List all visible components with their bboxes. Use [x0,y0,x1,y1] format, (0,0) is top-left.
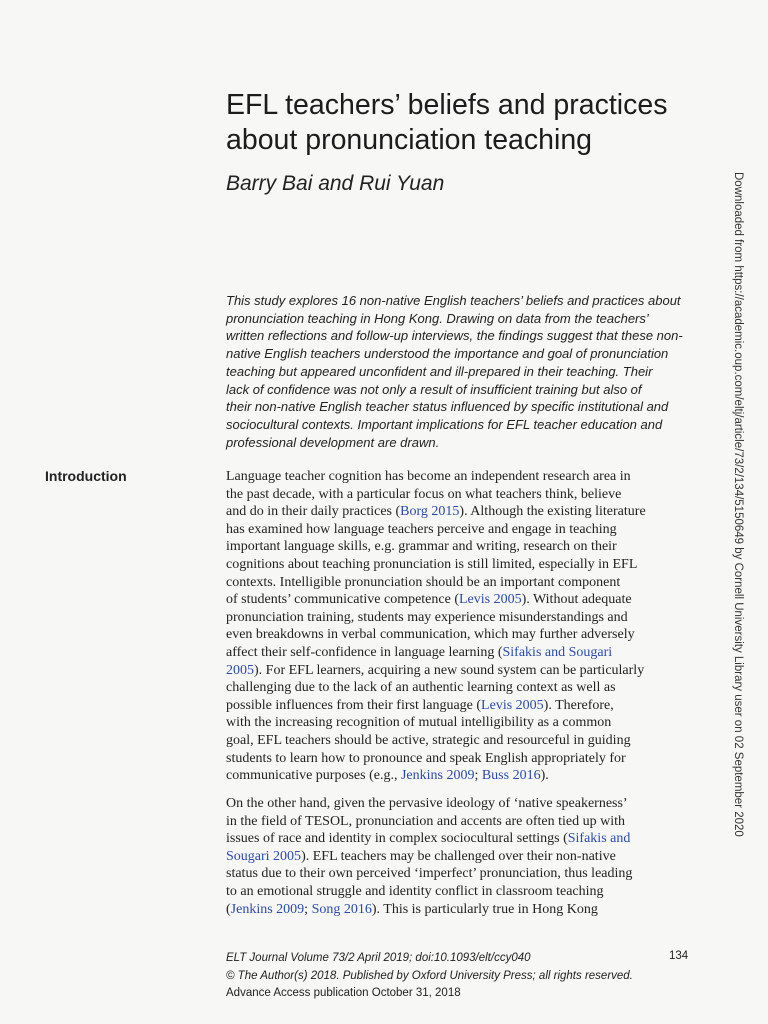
article-title-line: EFL teachers’ beliefs and practices [226,89,668,121]
paragraph-text: in the field of TESOL, pronunciation and accents are often tied up with [226,813,626,829]
abstract-line: written reflections and follow-up interviews, the findings suggest that these non- [226,328,683,344]
paragraph-text: has examined how language teachers perceive and engage in teaching [226,521,617,537]
section-heading-introduction: Introduction [45,468,127,484]
paragraph-text: the past decade, with a particular focus on what teachers think, believe [226,486,622,502]
citation-link[interactable]: Levis 2005 [459,592,522,608]
paragraph-line [226,795,696,813]
paragraph-text: ( [226,901,231,917]
paragraph-text: communicative purposes (e.g., [226,768,401,784]
body-paragraph [226,468,696,785]
paragraph-text: cognitions about teaching pronunciation is still limited, especially in EFL [226,556,638,572]
paragraph-line [226,468,696,486]
abstract [226,292,696,451]
paragraph-line [226,538,696,556]
paragraph-text: ). This is particularly true in Hong Kong [371,901,598,917]
paragraph-text: ). EFL teachers may be challenged over their non-native [301,848,616,864]
citation-link[interactable]: Song 2016 [311,901,372,917]
abstract-line: native English teachers understood the importance and goal of pronunciation [226,346,669,362]
paragraph-line [226,901,696,919]
paragraph-text: ; [474,768,482,784]
citation-link[interactable]: Jenkins 2009 [230,901,305,917]
paragraph-line [226,591,696,609]
paragraph-text: possible influences from their first language ( [226,697,482,713]
paragraph-text: pronunciation training, students may experience misunderstandings and [226,609,628,625]
citation-link[interactable]: Sifakis and Sougari [502,644,613,660]
paragraph-line [226,521,696,539]
paragraph-text: goal, EFL teachers should be active, strategic and resourceful in guiding [226,732,631,748]
article-authors: Barry Bai and Rui Yuan [226,172,445,195]
paragraph-text: ). Without adequate [521,592,632,608]
paragraph-text: affect their self-confidence in language learning ( [226,644,503,660]
paragraph-text: students to learn how to pronounce and speak English appropriately for [226,750,626,766]
paragraph-text: ). For EFL learners, acquiring a new sound system can be particularly [254,662,645,678]
paragraph-text: status due to their own perceived ‘imperfect’ pronunciation, thus leading [226,866,633,882]
paragraph-line [226,732,696,750]
paragraph-text: even breakdowns in verbal communication, which may further adversely [226,627,635,643]
paragraph-line [226,714,696,732]
abstract-line: sociocultural contexts. Important implications for EFL teacher education and [226,416,663,432]
paragraph-line [226,556,696,574]
citation-link[interactable]: Sougari 2005 [226,848,302,864]
page-number: 134 [669,950,689,962]
paragraph-line [226,574,696,592]
paragraph-text: issues of race and identity in complex sociocultural settings ( [226,831,568,847]
paragraph-line [226,679,696,697]
paragraph-line [226,750,696,768]
paragraph-line [226,626,696,644]
paragraph-line [226,662,696,680]
paragraph-line [226,767,696,785]
journal-citation: ELT Journal Volume 73/2 April 2019; doi:10.1093/elt/ccy040 [226,952,531,964]
paragraph-line [226,813,696,831]
paragraph-line [226,486,696,504]
paragraph-line [226,865,696,883]
abstract-line: professional development are drawn. [226,434,440,450]
paragraph-text: important language skills, e.g. grammar and writing, research on their [226,539,617,555]
paragraph-line [226,644,696,662]
citation-link[interactable]: Sifakis and [567,831,631,847]
paragraph-text: ). [540,768,549,784]
article-title [226,88,706,158]
citation-link[interactable]: 2005 [226,662,254,678]
citation-link[interactable]: Levis 2005 [481,697,544,713]
paragraph-text: ; [304,901,312,917]
paragraph-text: challenging due to the lack of an authentic learning context as well as [226,680,616,696]
paragraph-text: and do in their daily practices ( [226,504,401,520]
abstract-line: their non-native English teacher status influenced by specific institutional and [226,399,669,415]
paragraph-text: ). Therefore, [543,697,614,713]
paragraph-line [226,883,696,901]
paragraph-text: with the increasing recognition of mutual intelligibility as a common [226,715,612,731]
paragraph-text: On the other hand, given the pervasive ideology of ‘native speakerness’ [226,796,628,811]
citation-link[interactable]: Jenkins 2009 [400,768,475,784]
abstract-line: This study explores 16 non-native English teachers’ beliefs and practices about [226,293,681,308]
abstract-line: lack of confidence was not only a result of insufficient training but also of [226,381,642,397]
paragraph-text: contexts. Intelligible pronunciation should be an important component [226,574,621,590]
copyright-notice: © The Author(s) 2018. Published by Oxford University Press; all rights reserved. [226,969,633,982]
citation-link[interactable]: Buss 2016 [481,768,541,784]
paragraph-text: to an emotional struggle and identity conflict in classroom teaching [226,883,604,899]
body-paragraph [226,795,696,918]
abstract-line: pronunciation teaching in Hong Kong. Drawing on data from the teachers’ [226,310,649,326]
paragraph-text: ). Although the existing literature [459,504,646,520]
paragraph-line [226,503,696,521]
paragraph-text: Language teacher cognition has become an independent research area in [226,469,631,484]
download-watermark: Downloaded from https://academic.oup.com/eltj/article/73/2/134/5150649 by Cornell University Library user on 02 September 2020 [732,172,744,837]
abstract-line: teaching but appeared unconfident and ill-prepared in their teaching. Their [226,363,653,379]
page-footer [226,950,696,1003]
paragraph-line [226,848,696,866]
paragraph-text: of students’ communicative competence ( [226,592,459,608]
paragraph-line [226,609,696,627]
article-title-line: about pronunciation teaching [226,124,593,156]
advance-access-notice: Advance Access publication October 31, 2018 [226,987,461,999]
citation-link[interactable]: Borg 2015 [400,504,460,520]
paragraph-line [226,697,696,715]
paragraph-line [226,830,696,848]
